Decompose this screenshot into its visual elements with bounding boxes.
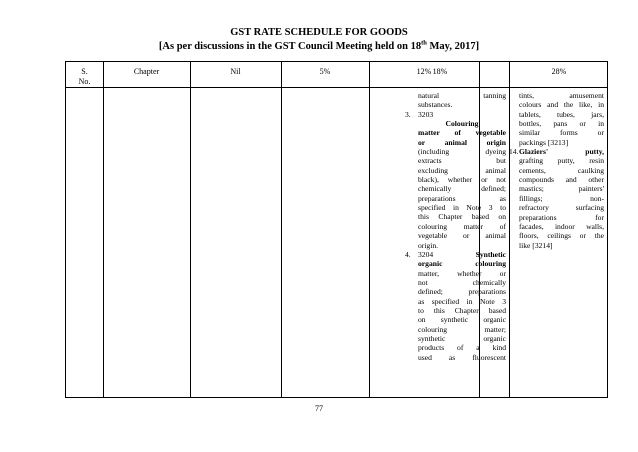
page-number: 77	[315, 404, 323, 413]
item-number: 4.	[405, 249, 411, 259]
column-divider	[509, 62, 510, 397]
document-subtitle: [As per discussions in the GST Council Meeting held on 18th May, 2017]	[158, 39, 480, 52]
item-number: 3.	[405, 109, 411, 119]
header-18-percent-label: 18%	[432, 67, 448, 76]
rate-18-continued-text: natural tanning substances.	[418, 91, 506, 110]
column-divider	[281, 62, 282, 397]
column-divider	[103, 62, 104, 397]
header-28-percent: 28%	[551, 67, 567, 76]
header-nil: Nil	[230, 67, 241, 76]
header-divider	[66, 87, 607, 88]
header-12-percent: 12%	[416, 67, 432, 76]
header-chapter: Chapter	[133, 67, 160, 76]
header-sno: S. No.	[78, 67, 91, 86]
ordinal-suffix: th	[421, 39, 427, 47]
rate-18-item-3204: 3204 Synthetic organic colouring matter, whether or not chemically defined; preparations as specified in Note 3 to this Chapter based on synthetic organic colouring matter; synthetic organic products of a kind used as fluorescent	[418, 249, 506, 362]
header-5-percent: 5%	[319, 67, 331, 76]
rate-schedule-table	[65, 61, 608, 398]
rate-18-item-3203: 3203 Colouring matter of vegetable or animal origin (including dyeing extracts but excluding animal black), whether or not chemically defined; preparations as specified in Note 3 to this Chapter based on colouring matter of vegetable or animal origin.	[418, 109, 506, 250]
document-title: GST RATE SCHEDULE FOR GOODS	[230, 27, 408, 38]
column-divider	[369, 62, 370, 397]
item-number: 14.	[509, 147, 519, 157]
column-divider	[190, 62, 191, 397]
rate-28-continued-text: tints, amusement colours and the like, in tablets, tubes, jars, bottles, pans or in similar forms or packings [3213]	[519, 91, 604, 147]
rate-28-item-3214: Glaziers' putty, grafting putty, resin cements, caulking compounds and other mastics; painters' fillings; non- refractory surfacing preparations for facades, indoor walls, floors, ceilings or the like [3214]	[519, 147, 604, 250]
